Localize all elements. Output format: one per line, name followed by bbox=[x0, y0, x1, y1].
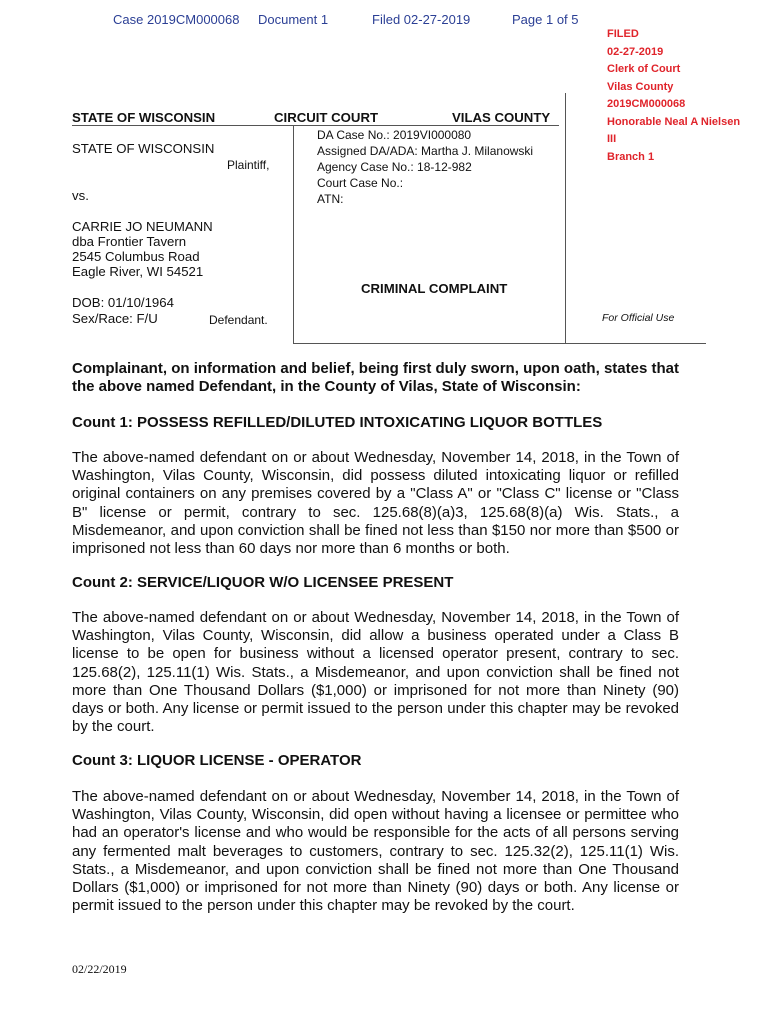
defendant-city: Eagle River, WI 54521 bbox=[72, 264, 204, 279]
stamp-line: III bbox=[607, 133, 617, 145]
footer-date: 02/22/2019 bbox=[72, 962, 127, 976]
court-case-number: Court Case No.: bbox=[317, 176, 404, 190]
official-use-label: For Official Use bbox=[602, 312, 675, 324]
count-1-text: The above-named defendant on or about Wednesday, November 14, 2018, in the Town of Washington, Vilas County, Wisconsin, did possess diluted intoxicating liquor or refilled original containers on any premises covered by a "Class A" or "Class C" license or "Class B" license or permit, contrary to sec. 125.68(8)(a)3, 125.68(8)(a) Wis. Stats., a Misdemeanor, and upon conviction shall be fined not less than $150 nor more than $500 or imprisoned not less than 60 days nor more than 6 months or both. bbox=[72, 449, 679, 558]
stamp-line: Clerk of Court bbox=[607, 63, 681, 75]
caption-bottom-rule bbox=[293, 343, 706, 344]
stamp-line: FILED bbox=[607, 28, 639, 40]
stamp-line: Vilas County bbox=[607, 80, 674, 93]
caption-divider-right bbox=[565, 93, 566, 344]
assigned-da: Assigned DA/ADA: Martha J. Milanowski bbox=[317, 144, 534, 158]
stamp-line: Honorable Neal A Nielsen bbox=[607, 115, 741, 128]
count-1-title: Count 1: POSSESS REFILLED/DILUTED INTOXICATING LIQUOR BOTTLES bbox=[72, 414, 603, 431]
caption-top-rule bbox=[72, 125, 559, 126]
document-number-header: Document 1 bbox=[258, 12, 329, 27]
page-number-header: Page 1 of 5 bbox=[512, 12, 579, 27]
stamp-line: 2019CM000068 bbox=[607, 98, 686, 110]
caption-county: VILAS COUNTY bbox=[452, 110, 551, 125]
caption-court: CIRCUIT COURT bbox=[274, 110, 379, 125]
filed-date-header: Filed 02-27-2019 bbox=[372, 12, 471, 27]
count-2-text: The above-named defendant on or about Wednesday, November 14, 2018, in the Town of Washington, Vilas County, Wisconsin, did allow a business operated under a Class B license to be open for business without a licensed operator present, contrary to sec. 125.68(2), 125.11(1) Wis. Stats., a Misdemeanor, and upon conviction shall be fined not more than One Thousand Dollars ($1,000) or imprisoned for not more than Ninety (90) days or both. Any license or permit issued to the person under this chapter may be revoked by the court. bbox=[72, 609, 679, 736]
plaintiff-name: STATE OF WISCONSIN bbox=[72, 141, 215, 156]
case-number-header: Case 2019CM000068 bbox=[113, 12, 240, 27]
stamp-line: Branch 1 bbox=[607, 150, 655, 163]
filing-stamp bbox=[607, 26, 740, 166]
count-2-title: Count 2: SERVICE/LIQUOR W/O LICENSEE PRESENT bbox=[72, 574, 454, 591]
defendant-dba: dba Frontier Tavern bbox=[72, 234, 187, 249]
agency-case-number: Agency Case No.: 18-12-982 bbox=[317, 160, 472, 174]
defendant-name: CARRIE JO NEUMANN bbox=[72, 219, 213, 234]
defendant-address: 2545 Columbus Road bbox=[72, 249, 200, 264]
defendant-label: Defendant. bbox=[209, 313, 268, 327]
stamp-line: 02-27-2019 bbox=[607, 45, 664, 58]
versus: vs. bbox=[72, 188, 89, 203]
caption-divider-left bbox=[293, 126, 294, 344]
plaintiff-label: Plaintiff, bbox=[227, 158, 270, 172]
defendant-sex-race: Sex/Race: F/U bbox=[72, 311, 158, 326]
count-3-title: Count 3: LIQUOR LICENSE - OPERATOR bbox=[72, 752, 362, 769]
atn: ATN: bbox=[317, 192, 344, 206]
caption-state: STATE OF WISCONSIN bbox=[72, 110, 216, 125]
defendant-dob: DOB: 01/10/1964 bbox=[72, 295, 174, 310]
da-case-number: DA Case No.: 2019VI000080 bbox=[317, 128, 472, 142]
case-info-block bbox=[317, 127, 533, 207]
document-title: CRIMINAL COMPLAINT bbox=[361, 281, 508, 296]
count-3-text: The above-named defendant on or about Wednesday, November 14, 2018, in the Town of Washington, Vilas County, Wisconsin, did open without having a licensee or permittee who had an operator's license and who would be responsible for the acts of all persons serving any fermented malt beverages to customers, contrary to sec. 125.32(2), 125.11(1) Wis. Stats., a Misdemeanor, and upon conviction shall be fined not more than One Thousand Dollars ($1,000) or imprisoned for not more than Ninety (90) days or both. Any license or permit issued to the person under this chapter may be revoked by the court. bbox=[72, 788, 679, 915]
complaint-intro: Complainant, on information and belief, being first duly sworn, upon oath, states that the above named Defendant, in the County of Vilas, State of Wisconsin: bbox=[72, 360, 679, 396]
